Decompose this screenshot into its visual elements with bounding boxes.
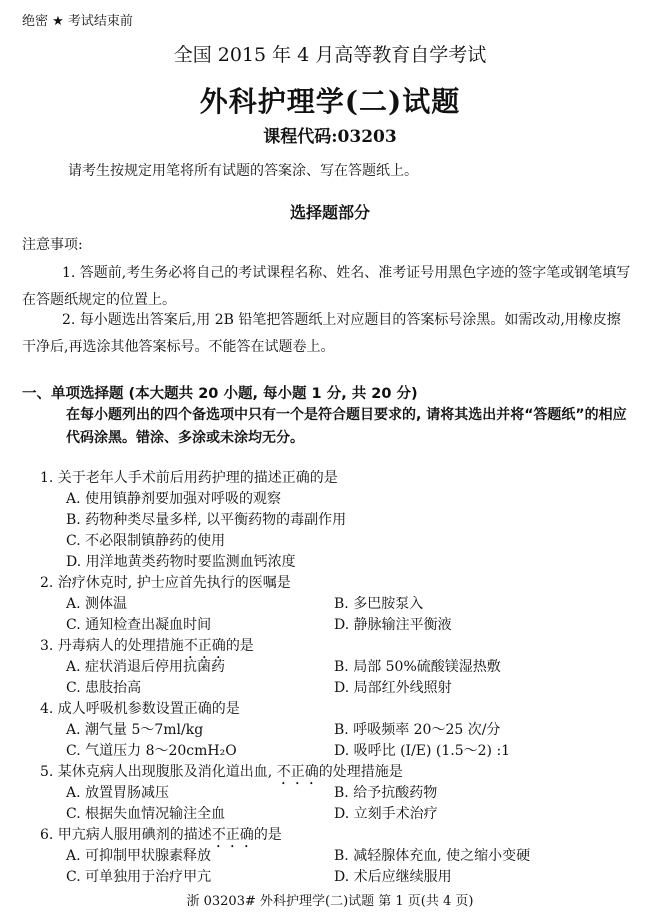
attention-item: 1. 答题前,考生务必将自己的考试课程名称、姓名、准考证号用黑色字迹的签字笔或钢笔填写在答题纸规定的位置上。 <box>22 265 631 308</box>
question-option: B. 减轻腺体充血, 使之缩小变硬 <box>334 848 531 864</box>
part-one-instruction: 在每小题列出的四个备选项中只有一个是符合题目要求的, 请将其选出并将“答题纸”的相应代码涂黑。错涂、多涂或未涂均无分。 <box>66 407 627 446</box>
question-option: C. 根据失血情况输注全血 <box>66 806 226 822</box>
question-option: A. 放置胃肠减压 <box>66 785 170 801</box>
question-stem: 5. 某休克病人出现腹胀及消化道出血, 不正确的处理措施是 <box>40 764 403 780</box>
exam-name: 全国 2015 年 4 月高等教育自学考试 <box>173 44 487 66</box>
question-option: B. 呼吸频率 20～25 次/分 <box>334 722 501 738</box>
attention-heading: 注意事项: <box>22 237 83 253</box>
course-code: 课程代码:03203 <box>263 127 397 147</box>
question-option: C. 患肢抬高 <box>66 680 142 696</box>
answer-notice: 请考生按规定用笔将所有试题的答案涂、写在答题纸上。 <box>68 163 418 179</box>
question-option: A. 症状消退后停用抗菌药 <box>66 659 226 675</box>
question-option: C. 可单独用于治疗甲亢 <box>66 869 212 885</box>
question-option: A. 可抑制甲状腺素释放 <box>66 848 212 864</box>
question-option: A. 测体温 <box>66 596 128 612</box>
question-option: B. 药物种类尽量多样, 以平衡药物的毒副作用 <box>66 512 347 528</box>
emphasis-not-correct: 不正确 <box>183 638 226 654</box>
page-footer: 浙 03203# 外科护理学(二)试题 第 1 页(共 4 页) <box>186 894 474 909</box>
question-stem: 4. 成人呼吸机参数设置正确的是 <box>40 701 240 717</box>
question-option: D. 吸呼比 (I/E) (1.5～2) :1 <box>334 743 511 759</box>
section-title: 选择题部分 <box>289 203 370 222</box>
question-option: C. 不必限制镇静药的使用 <box>66 533 226 549</box>
attention-item: 2. 每小题选出答案后,用 2B 铅笔把答题纸上对应题目的答案标号涂黑。如需改动,用橡皮擦干净后,再选涂其他答案标号。不能答在试题卷上。 <box>22 312 621 355</box>
question-option: D. 静脉输注平衡液 <box>334 617 452 633</box>
question-stem: 2. 治疗休克时, 护士应首先执行的医嘱是 <box>40 575 291 591</box>
confidential-mark: 绝密 ★ 考试结束前 <box>22 14 133 29</box>
question-option: C. 通知检查出凝血时间 <box>66 617 212 633</box>
page-title: 外科护理学(二)试题 <box>199 85 461 118</box>
part-one-heading: 一、单项选择题 (本大题共 20 小题, 每小题 1 分, 共 20 分) <box>22 386 418 402</box>
question-option: D. 立刻手术治疗 <box>334 806 438 822</box>
question-stem: 3. 丹毒病人的处理措施不正确的是 <box>40 638 254 654</box>
question-option: D. 术后应继续服用 <box>334 869 452 885</box>
question-stem: 1. 关于老年人手术前后用药护理的描述正确的是 <box>40 470 338 486</box>
question-option: B. 给予抗酸药物 <box>334 785 438 801</box>
emphasis-not-correct: 不正确 <box>276 764 319 780</box>
question-option: B. 局部 50%硫酸镁湿热敷 <box>334 659 501 675</box>
question-option: A. 潮气量 5～7ml/kg <box>66 722 204 738</box>
question-option: A. 使用镇静剂要加强对呼吸的观察 <box>66 491 282 507</box>
question-option: D. 用洋地黄类药物时要监测血钙浓度 <box>66 554 296 570</box>
emphasis-not-correct: 不正确 <box>211 827 254 843</box>
question-option: D. 局部红外线照射 <box>334 680 452 696</box>
question-option: C. 气道压力 8～20cmH₂O <box>66 743 237 759</box>
question-option: B. 多巴胺泵入 <box>334 596 424 612</box>
question-stem: 6. 甲亢病人服用碘剂的描述不正确的是 <box>40 827 282 843</box>
